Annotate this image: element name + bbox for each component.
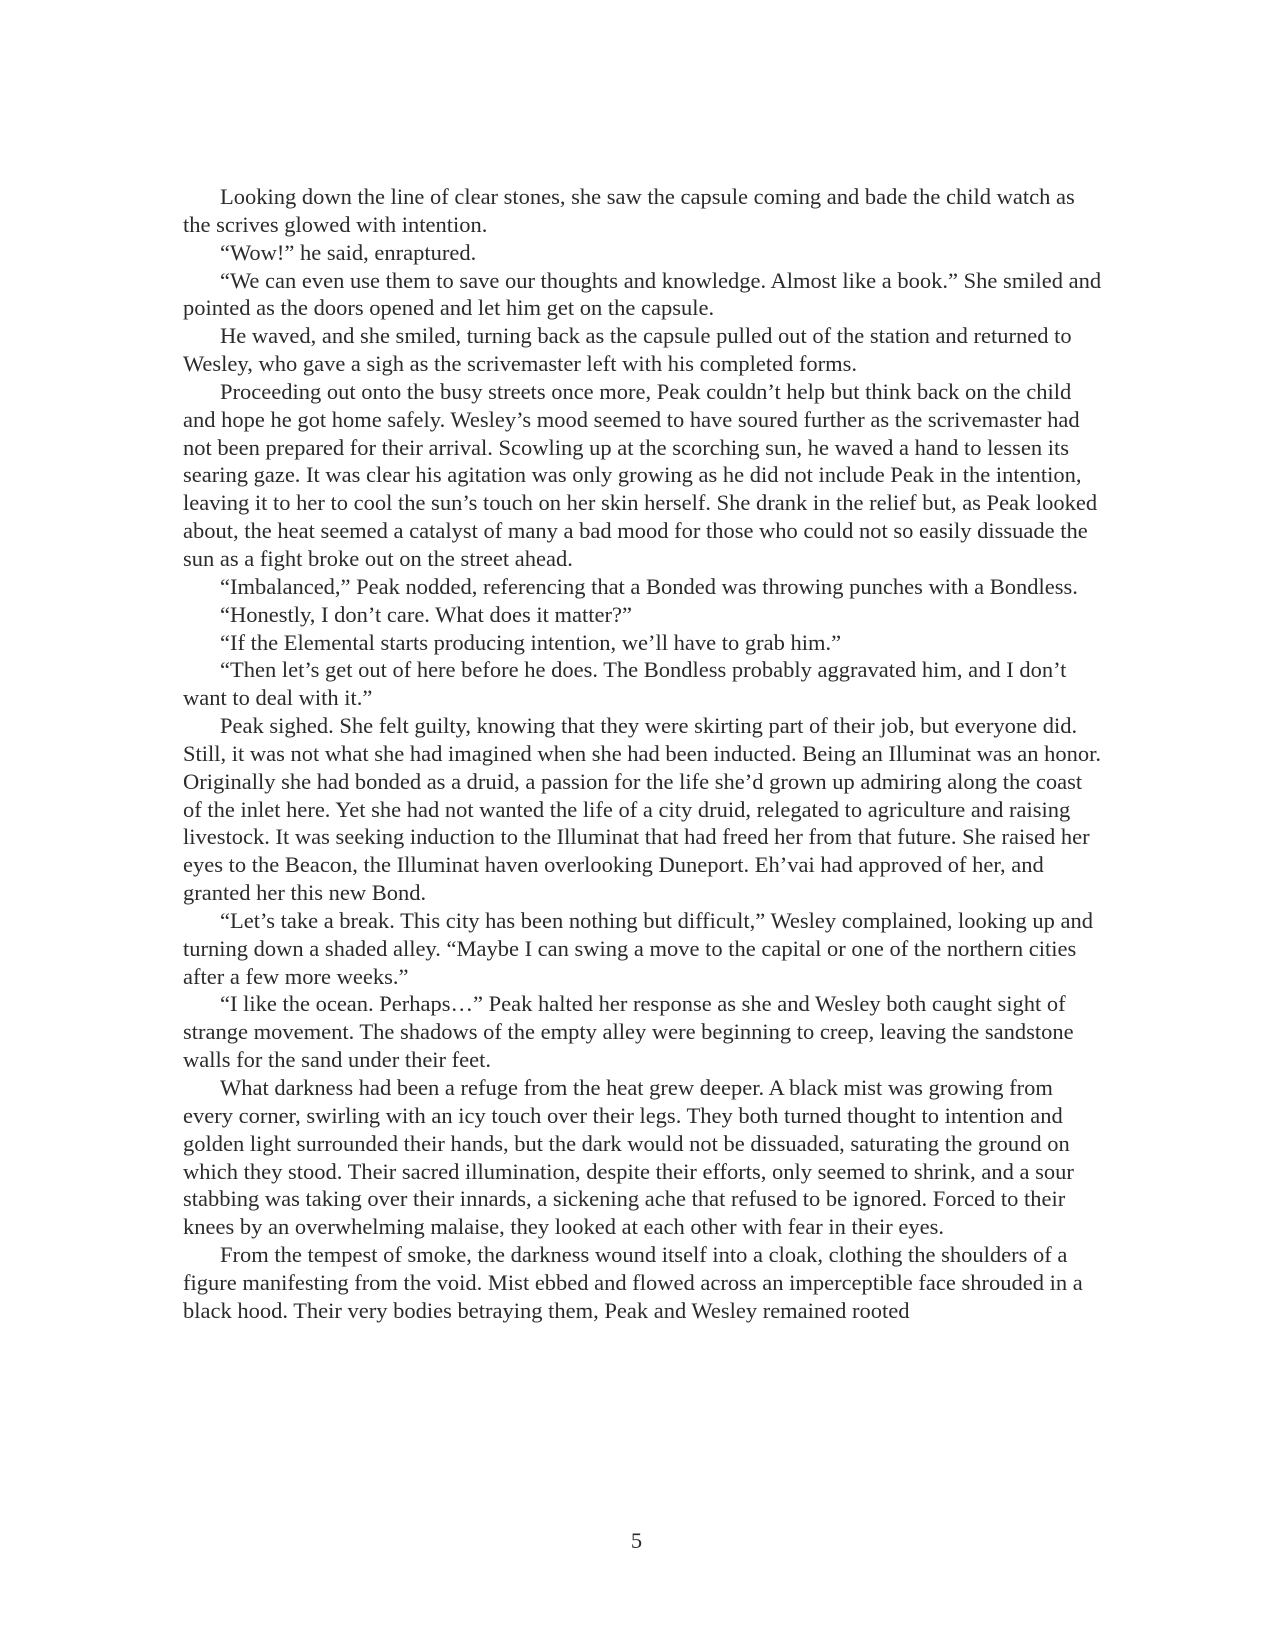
paragraph: He waved, and she smiled, turning back as the capsule pulled out of the station and returned to Wesley, who gave a sigh as the scrivemaster left with his completed forms. — [183, 323, 1072, 377]
paragraph: “Let’s take a break. This city has been nothing but difficult,” Wesley complained, looking up and turning down a shaded alley. “Maybe I can swing a move to the capital or one of the northern cities after a few more weeks.” — [183, 907, 1093, 989]
paragraph: Peak sighed. She felt guilty, knowing that they were skirting part of their job, but everyone did. Still, it was not what she had imagined when she had been inducted. Being an Illuminat was an honor. Originally she had bonded as a druid, a passion for the life she’d grown up admiring along the coast of the inlet here. Yet she had not wanted the life of a city druid, relegated to agriculture and raising livestock. It was seeking induction to the Illuminat that had freed her from that future. She raised her eyes to the Beacon, the Illuminat haven overlooking Duneport. Eh’vai had approved of her, and granted her this new Bond. — [183, 713, 1101, 906]
paragraph: “Honestly, I don’t care. What does it matter?” — [220, 601, 632, 627]
paragraph: What darkness had been a refuge from the heat grew deeper. A black mist was growing from every corner, swirling with an icy touch over their legs. They both turned thought to intention and golden light surrounded their hands, but the dark would not be dissuaded, saturating the ground on which they stood. Their sacred illumination, despite their efforts, only seemed to shrink, and a sour stabbing was taking over their innards, a sickening ache that refused to be ignored. Forced to their knees by an overwhelming malaise, they looked at each other with fear in their eyes. — [183, 1075, 1074, 1240]
page-number: 5 — [630, 1528, 643, 1553]
paragraph: “I like the ocean. Perhaps…” Peak halted her response as she and Wesley both caught sight of strange movement. The shadows of the empty alley were beginning to creep, leaving the sandstone walls for the sand under their feet. — [183, 991, 1074, 1073]
paragraph: From the tempest of smoke, the darkness wound itself into a cloak, clothing the shoulders of a figure manifesting from the void. Mist ebbed and flowed across an imperceptible face shrouded in a black hood. Their very bodies betraying them, Peak and Wesley remained rooted — [183, 1242, 1083, 1323]
body-text — [183, 183, 1103, 1325]
paragraph: Proceeding out onto the busy streets once more, Peak couldn’t help but think back on the child and hope he got home safely. Wesley’s mood seemed to have soured further as the scrivemaster had not been prepared for their arrival. Scowling up at the scorching sun, he waved a hand to lessen its searing gaze. It was clear his agitation was only growing as he did not include Peak in the intention, leaving it to her to cool the sun’s touch on her skin herself. She drank in the relief but, as Peak looked about, the heat seemed a catalyst of many a bad mood for those who could not so easily dissuade the sun as a fight broke out on the street ahead. — [183, 378, 1098, 571]
paragraph: Looking down the line of clear stones, she saw the capsule coming and bade the child watch as the scrives glowed with intention. — [183, 184, 1075, 237]
paragraph: “If the Elemental starts producing intention, we’ll have to grab him.” — [220, 629, 842, 655]
paragraph: “We can even use them to save our thoughts and knowledge. Almost like a book.” She smiled and pointed as the doors opened and let him get on the capsule. — [183, 267, 1102, 321]
paragraph: “Imbalanced,” Peak nodded, referencing that a Bonded was throwing punches with a Bondless. — [220, 573, 1078, 599]
paragraph: “Then let’s get out of here before he does. The Bondless probably aggravated him, and I don’t want to deal with it.” — [183, 657, 1067, 711]
paragraph: “Wow!” he said, enraptured. — [220, 239, 477, 265]
